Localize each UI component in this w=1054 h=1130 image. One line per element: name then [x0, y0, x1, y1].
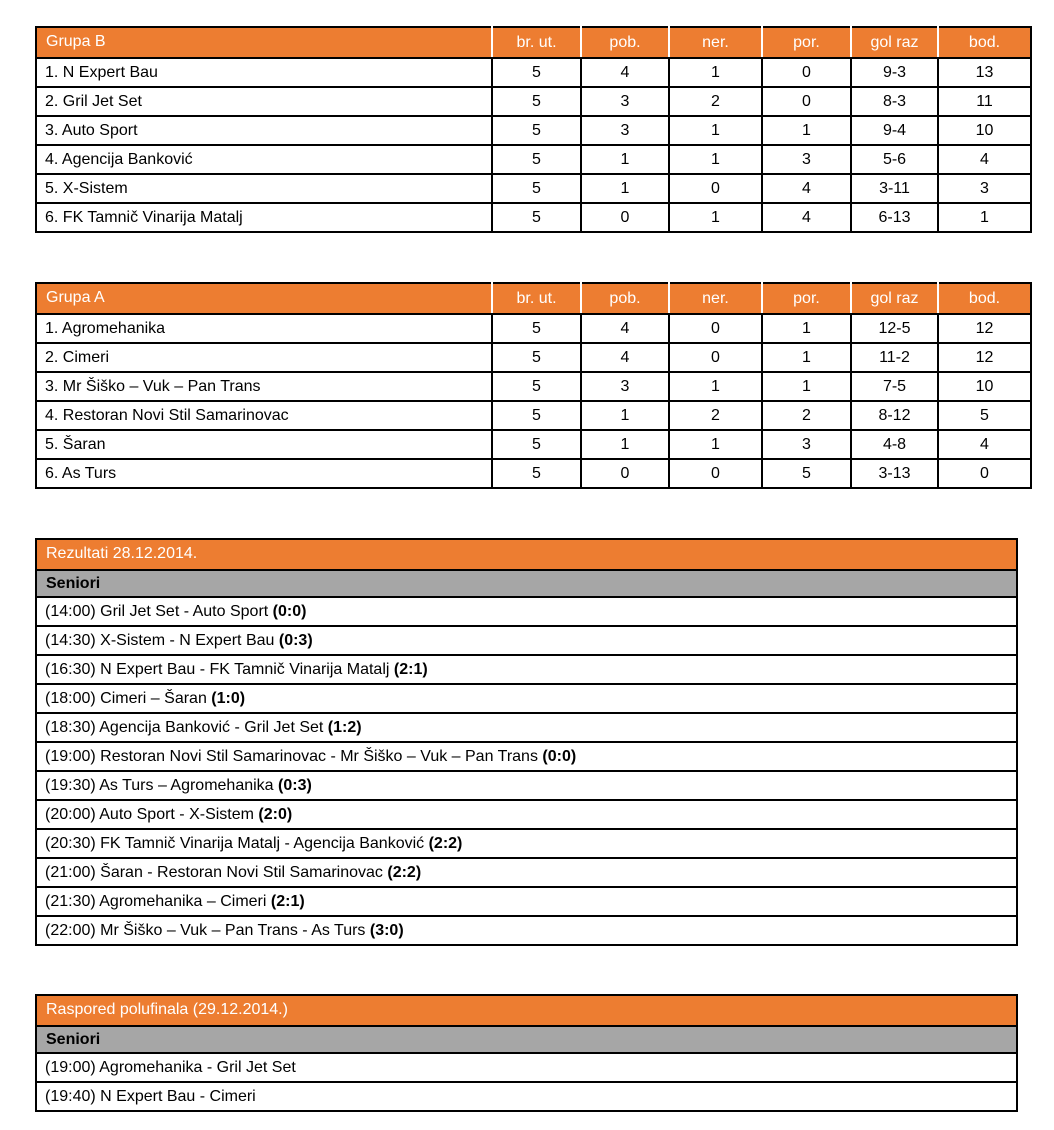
stat-cell: 5: [492, 174, 581, 203]
schedule-title: Raspored polufinala (29.12.2014.): [36, 995, 1017, 1026]
category-label: Seniori: [36, 570, 1017, 597]
standings-row: [36, 459, 1031, 488]
match-row: [36, 713, 1017, 742]
stat-cell: 1: [762, 314, 851, 343]
match-text: (22:00) Mr Šiško – Vuk – Pan Trans - As Turs: [45, 921, 370, 939]
team-name-cell: 1. N Expert Bau: [36, 58, 492, 87]
stat-cell: 9-3: [851, 58, 938, 87]
column-header: br. ut.: [492, 283, 581, 314]
match-score: (3:0): [369, 921, 404, 939]
match-text: (21:00) Šaran - Restoran Novi Stil Samarinovac: [45, 863, 388, 881]
column-header: br. ut.: [492, 27, 581, 58]
match-row: [36, 800, 1017, 829]
stat-cell: 12: [938, 343, 1031, 372]
stat-cell: 1: [669, 145, 762, 174]
column-header: bod.: [938, 27, 1031, 58]
match-cell: [36, 742, 1017, 771]
stat-cell: 6-13: [851, 203, 938, 232]
stat-cell: 3-11: [851, 174, 938, 203]
team-name-cell: 2. Cimeri: [36, 343, 492, 372]
match-score: (2:1): [393, 660, 428, 678]
stat-cell: 3: [581, 116, 669, 145]
match-cell: [36, 1082, 1017, 1111]
match-text: (18:00) Cimeri – Šaran: [45, 689, 212, 707]
stat-cell: 1: [669, 203, 762, 232]
team-name-cell: 4. Agencija Banković: [36, 145, 492, 174]
stat-cell: 0: [762, 58, 851, 87]
column-header: ner.: [669, 283, 762, 314]
standings-row: [36, 145, 1031, 174]
match-row: [36, 771, 1017, 800]
stat-cell: 0: [669, 343, 762, 372]
stat-cell: 5: [938, 401, 1031, 430]
stat-cell: 1: [669, 116, 762, 145]
stat-cell: 4-8: [851, 430, 938, 459]
match-cell: [36, 800, 1017, 829]
match-row: [36, 742, 1017, 771]
stat-cell: 12: [938, 314, 1031, 343]
team-name-cell: 3. Auto Sport: [36, 116, 492, 145]
team-name-cell: 1. Agromehanika: [36, 314, 492, 343]
group-title: Grupa A: [36, 283, 492, 314]
match-text: (19:30) As Turs – Agromehanika: [45, 776, 279, 794]
column-header: bod.: [938, 283, 1031, 314]
stat-cell: 12-5: [851, 314, 938, 343]
stat-cell: 5: [492, 203, 581, 232]
match-cell: [36, 829, 1017, 858]
stat-cell: 5: [492, 116, 581, 145]
standings-header-row: [36, 27, 1031, 58]
match-text: (20:00) Auto Sport - X-Sistem: [45, 805, 259, 823]
stat-cell: 1: [581, 430, 669, 459]
stat-cell: 4: [581, 343, 669, 372]
match-score: (2:2): [428, 834, 463, 852]
results-title: Rezultati 28.12.2014.: [36, 539, 1017, 570]
stat-cell: 1: [938, 203, 1031, 232]
stat-cell: 5-6: [851, 145, 938, 174]
stat-cell: 10: [938, 116, 1031, 145]
match-cell: [36, 626, 1017, 655]
standings-row: [36, 401, 1031, 430]
stat-cell: 2: [762, 401, 851, 430]
match-cell: [36, 713, 1017, 742]
stat-cell: 7-5: [851, 372, 938, 401]
stat-cell: 3-13: [851, 459, 938, 488]
match-text: (18:30) Agencija Banković - Gril Jet Set: [45, 718, 328, 736]
results-subheader-row: [36, 570, 1017, 597]
match-score: (1:0): [211, 689, 246, 707]
team-name-cell: 6. As Turs: [36, 459, 492, 488]
match-row: [36, 887, 1017, 916]
stat-cell: 5: [492, 372, 581, 401]
stat-cell: 0: [762, 87, 851, 116]
schedule-header-row: [36, 995, 1017, 1026]
match-score: (0:3): [278, 631, 313, 649]
stat-cell: 5: [492, 145, 581, 174]
match-cell: [36, 655, 1017, 684]
standings-table-grupa-a: [35, 282, 1032, 489]
stat-cell: 4: [581, 314, 669, 343]
stat-cell: 1: [762, 372, 851, 401]
standings-row: [36, 314, 1031, 343]
match-row: [36, 597, 1017, 626]
match-cell: [36, 887, 1017, 916]
stat-cell: 1: [762, 116, 851, 145]
stat-cell: 3: [581, 87, 669, 116]
stat-cell: 5: [762, 459, 851, 488]
stat-cell: 3: [938, 174, 1031, 203]
column-header: por.: [762, 27, 851, 58]
standings-row: [36, 116, 1031, 145]
match-text: (16:30) N Expert Bau - FK Tamnič Vinarija Matalj: [45, 660, 394, 678]
group-title: Grupa B: [36, 27, 492, 58]
results-header-row: [36, 539, 1017, 570]
stat-cell: 4: [938, 430, 1031, 459]
stat-cell: 3: [762, 430, 851, 459]
team-name-cell: 5. Šaran: [36, 430, 492, 459]
match-score: (2:2): [387, 863, 422, 881]
match-row: [36, 1053, 1017, 1082]
team-name-cell: 2. Gril Jet Set: [36, 87, 492, 116]
stat-cell: 5: [492, 430, 581, 459]
stat-cell: 2: [669, 401, 762, 430]
stat-cell: 1: [581, 174, 669, 203]
stat-cell: 1: [669, 372, 762, 401]
match-row: [36, 829, 1017, 858]
stat-cell: 5: [492, 459, 581, 488]
column-header: gol raz: [851, 283, 938, 314]
stat-cell: 1: [581, 145, 669, 174]
stat-cell: 13: [938, 58, 1031, 87]
stat-cell: 0: [669, 459, 762, 488]
match-row: [36, 1082, 1017, 1111]
match-score: (0:0): [542, 747, 577, 765]
match-cell: [36, 597, 1017, 626]
stat-cell: 1: [669, 58, 762, 87]
stat-cell: 4: [581, 58, 669, 87]
team-name-cell: 4. Restoran Novi Stil Samarinovac: [36, 401, 492, 430]
match-text: (21:30) Agromehanika – Cimeri: [45, 892, 271, 910]
match-score: (2:0): [258, 805, 293, 823]
match-row: [36, 858, 1017, 887]
stat-cell: 4: [762, 174, 851, 203]
stat-cell: 10: [938, 372, 1031, 401]
schedule-table: [35, 994, 1018, 1112]
column-header: pob.: [581, 283, 669, 314]
match-text: (19:00) Agromehanika - Gril Jet Set: [45, 1058, 296, 1076]
match-row: [36, 916, 1017, 945]
team-name-cell: 3. Mr Šiško – Vuk – Pan Trans: [36, 372, 492, 401]
stat-cell: 2: [669, 87, 762, 116]
match-text: (20:30) FK Tamnič Vinarija Matalj - Agencija Banković: [45, 834, 429, 852]
stat-cell: 8-3: [851, 87, 938, 116]
standings-row: [36, 430, 1031, 459]
stat-cell: 11: [938, 87, 1031, 116]
schedule-subheader-row: [36, 1026, 1017, 1053]
standings-row: [36, 372, 1031, 401]
standings-row: [36, 343, 1031, 372]
stat-cell: 0: [669, 314, 762, 343]
standings-row: [36, 174, 1031, 203]
stat-cell: 0: [669, 174, 762, 203]
stat-cell: 0: [581, 459, 669, 488]
match-cell: [36, 684, 1017, 713]
match-score: (0:3): [278, 776, 312, 794]
results-table: [35, 538, 1018, 946]
match-text: (19:40) N Expert Bau - Cimeri: [45, 1087, 256, 1105]
column-header: por.: [762, 283, 851, 314]
match-cell: [36, 1053, 1017, 1082]
stat-cell: 5: [492, 401, 581, 430]
stat-cell: 5: [492, 314, 581, 343]
team-name-cell: 6. FK Tamnič Vinarija Matalj: [36, 203, 492, 232]
stat-cell: 8-12: [851, 401, 938, 430]
stat-cell: 1: [669, 430, 762, 459]
standings-row: [36, 58, 1031, 87]
standings-row: [36, 87, 1031, 116]
standings-table-grupa-b: [35, 26, 1032, 233]
match-score: (1:2): [327, 718, 362, 736]
stat-cell: 11-2: [851, 343, 938, 372]
stat-cell: 5: [492, 87, 581, 116]
match-cell: [36, 771, 1017, 800]
standings-row: [36, 203, 1031, 232]
stat-cell: 0: [581, 203, 669, 232]
column-header: pob.: [581, 27, 669, 58]
stat-cell: 4: [938, 145, 1031, 174]
column-header: gol raz: [851, 27, 938, 58]
stat-cell: 5: [492, 343, 581, 372]
stat-cell: 5: [492, 58, 581, 87]
stat-cell: 1: [762, 343, 851, 372]
match-cell: [36, 858, 1017, 887]
match-text: (14:30) X-Sistem - N Expert Bau: [45, 631, 279, 649]
category-label: Seniori: [36, 1026, 1017, 1053]
match-score: (2:1): [270, 892, 305, 910]
stat-cell: 3: [581, 372, 669, 401]
match-text: (14:00) Gril Jet Set - Auto Sport: [45, 602, 273, 620]
stat-cell: 3: [762, 145, 851, 174]
stat-cell: 1: [581, 401, 669, 430]
match-score: (0:0): [272, 602, 307, 620]
column-header: ner.: [669, 27, 762, 58]
stat-cell: 9-4: [851, 116, 938, 145]
match-row: [36, 655, 1017, 684]
standings-header-row: [36, 283, 1031, 314]
stat-cell: 4: [762, 203, 851, 232]
match-row: [36, 626, 1017, 655]
match-cell: [36, 916, 1017, 945]
team-name-cell: 5. X-Sistem: [36, 174, 492, 203]
match-text: (19:00) Restoran Novi Stil Samarinovac - Mr Šiško – Vuk – Pan Trans: [45, 747, 543, 765]
match-row: [36, 684, 1017, 713]
stat-cell: 0: [938, 459, 1031, 488]
